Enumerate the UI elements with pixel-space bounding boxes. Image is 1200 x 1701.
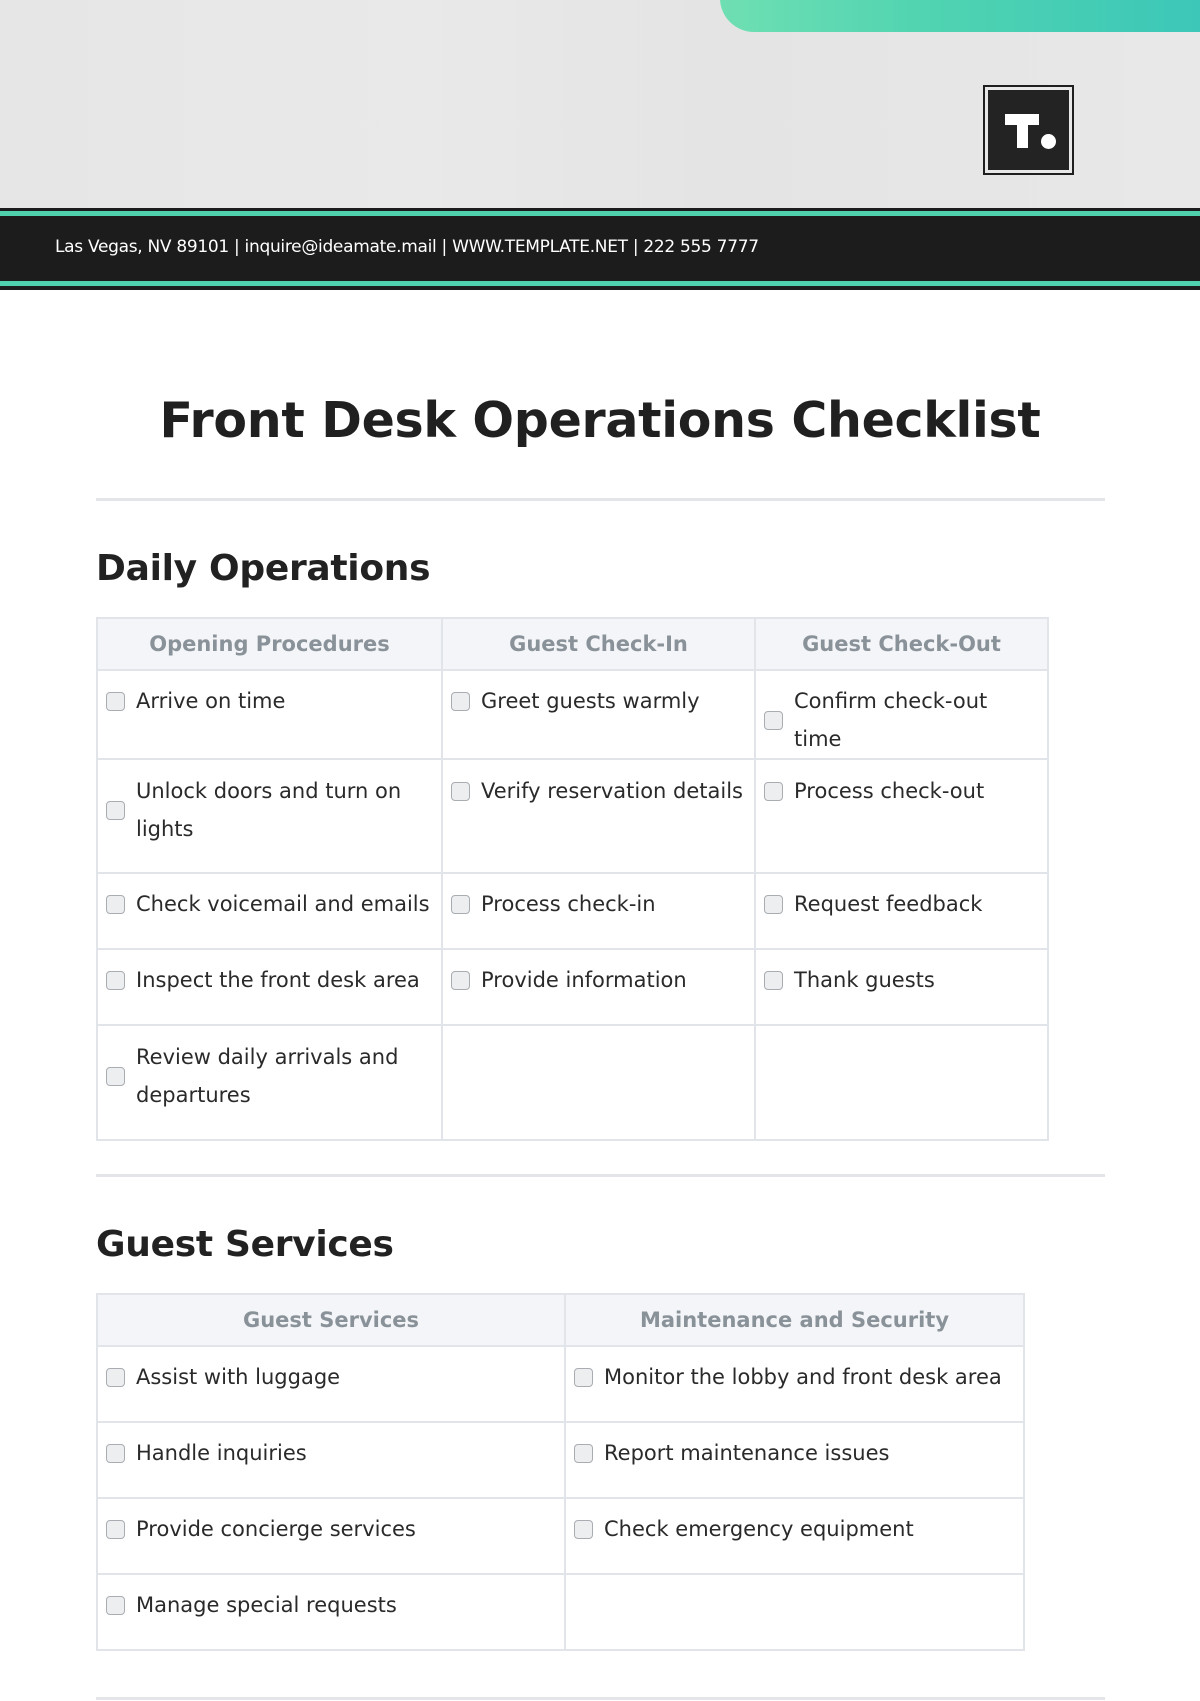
checklist-item: Check voicemail and emails — [106, 885, 435, 923]
checkbox[interactable] — [106, 1368, 125, 1387]
table-header-row — [97, 1294, 1024, 1346]
checklist-item: Monitor the lobby and front desk area — [574, 1358, 1017, 1396]
divider — [96, 1174, 1105, 1177]
table-row — [97, 949, 1048, 1025]
contact-bar — [0, 208, 1200, 290]
checkbox[interactable] — [764, 971, 783, 990]
section-heading-guest-services: Guest Services — [96, 1224, 394, 1265]
checkbox[interactable] — [106, 1596, 125, 1615]
table-row — [97, 759, 1048, 873]
checklist-item: Provide information — [451, 961, 748, 999]
section-heading-daily-operations: Daily Operations — [96, 548, 431, 589]
divider — [96, 498, 1105, 501]
table-row — [97, 1346, 1024, 1422]
contact-info: Las Vegas, NV 89101 | inquire@ideamate.mail | WWW.TEMPLATE.NET | 222 555 7777 — [55, 237, 759, 257]
checkbox[interactable] — [764, 895, 783, 914]
column-header: Guest Check-In — [442, 618, 755, 670]
empty-cell — [565, 1574, 1024, 1650]
checklist-item: Assist with luggage — [106, 1358, 558, 1396]
divider — [96, 1697, 1105, 1700]
checkbox[interactable] — [106, 895, 125, 914]
accent-stripe-bottom — [0, 281, 1200, 286]
table-row — [97, 1422, 1024, 1498]
checklist-item: Unlock doors and turn on lights — [106, 772, 435, 848]
checklist-item: Process check-in — [451, 885, 748, 923]
checkbox[interactable] — [574, 1444, 593, 1463]
decorative-swoosh — [720, 0, 1200, 32]
checkbox[interactable] — [106, 1067, 125, 1086]
checkbox[interactable] — [451, 895, 470, 914]
checklist-item: Process check-out — [764, 772, 1041, 810]
table-row — [97, 670, 1048, 759]
accent-stripe-top — [0, 211, 1200, 216]
checkbox[interactable] — [106, 971, 125, 990]
checkbox[interactable] — [764, 782, 783, 801]
company-logo — [983, 85, 1074, 175]
column-header: Guest Services — [97, 1294, 565, 1346]
checklist-item: Thank guests — [764, 961, 1041, 999]
checkbox[interactable] — [764, 711, 783, 730]
checkbox[interactable] — [451, 692, 470, 711]
checklist-item: Verify reservation details — [451, 772, 748, 810]
checklist-item: Inspect the front desk area — [106, 961, 435, 999]
checklist-table-guest-services — [96, 1293, 1025, 1651]
checklist-table-daily-operations — [96, 617, 1049, 1141]
checklist-item: Manage special requests — [106, 1586, 558, 1624]
table-row — [97, 873, 1048, 949]
checklist-item: Check emergency equipment — [574, 1510, 1017, 1548]
checklist-item: Confirm check-out time — [764, 682, 1041, 758]
checkbox[interactable] — [106, 1520, 125, 1539]
checkbox[interactable] — [451, 782, 470, 801]
page-header — [0, 0, 1200, 208]
checklist-item: Request feedback — [764, 885, 1041, 923]
table-header-row — [97, 618, 1048, 670]
checkbox[interactable] — [106, 1444, 125, 1463]
document-title: Front Desk Operations Checklist — [159, 392, 1041, 449]
empty-cell — [442, 1025, 755, 1140]
checkbox[interactable] — [574, 1520, 593, 1539]
table-row — [97, 1025, 1048, 1140]
column-header: Maintenance and Security — [565, 1294, 1024, 1346]
empty-cell — [755, 1025, 1048, 1140]
table-row — [97, 1498, 1024, 1574]
logo-mark — [988, 90, 1069, 170]
checklist-item: Report maintenance issues — [574, 1434, 1017, 1472]
column-header: Opening Procedures — [97, 618, 442, 670]
checkbox[interactable] — [451, 971, 470, 990]
checklist-item: Provide concierge services — [106, 1510, 558, 1548]
checklist-item: Review daily arrivals and departures — [106, 1038, 435, 1114]
checkbox[interactable] — [574, 1368, 593, 1387]
checklist-item: Greet guests warmly — [451, 682, 748, 720]
column-header: Guest Check-Out — [755, 618, 1048, 670]
checkbox[interactable] — [106, 692, 125, 711]
checklist-item: Arrive on time — [106, 682, 435, 720]
table-row — [97, 1574, 1024, 1650]
checkbox[interactable] — [106, 801, 125, 820]
checklist-item: Handle inquiries — [106, 1434, 558, 1472]
